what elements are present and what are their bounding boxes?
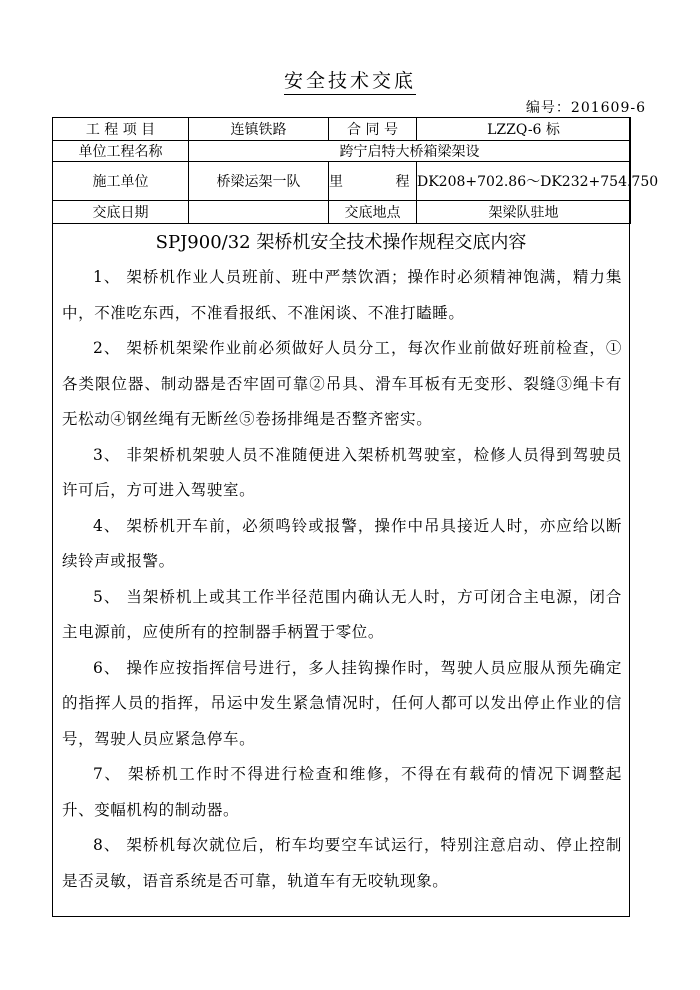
mileage-value: DK208+702.86～DK232+754.750 — [417, 162, 631, 201]
unit-project-label: 单位工程名称 — [53, 141, 189, 162]
info-row-unit-project — [53, 141, 631, 162]
content-title: SPJ900/32 架桥机安全技术操作规程交底内容 — [155, 232, 527, 253]
info-row-project — [53, 118, 631, 141]
contract-label: 合 同 号 — [329, 118, 417, 141]
info-row-date — [53, 201, 631, 224]
location-label: 交底地点 — [329, 201, 417, 224]
date-value — [189, 201, 329, 224]
document-title — [0, 66, 700, 93]
paragraph-6: 6、 操作应按指挥信号进行，多人挂钩操作时，驾驶人员应服从预先确定的指挥人员的指挥，吊运中发生紧急情况时，任何人都可以发出停止作业的信号，驾驶人员应紧急停车。 — [62, 658, 622, 748]
date-label: 交底日期 — [53, 201, 189, 224]
paragraph-1: 1、 架桥机作业人员班前、班中严禁饮酒；操作时必须精神饱满，精力集中，不准吃东西，不准看报纸、不准闲谈、不准打瞌睡。 — [62, 268, 622, 322]
location-value: 架梁队驻地 — [417, 201, 631, 224]
paragraph-7: 7、 架桥机工作时不得进行检查和维修，不得在有载荷的情况下调整起升、变幅机构的制动器。 — [62, 765, 622, 819]
construction-unit-value: 桥梁运架一队 — [189, 162, 329, 201]
document-title-text: 安全技术交底 — [284, 70, 416, 95]
info-table — [52, 117, 659, 224]
project-value: 连镇铁路 — [189, 118, 329, 141]
contract-value: LZZQ-6 标 — [417, 118, 631, 141]
content-body — [62, 260, 622, 899]
paragraph-5: 5、 当架桥机上或其工作半径范围内确认无人时，方可闭合主电源，闭合主电源前，应使所有的控制器手柄置于零位。 — [62, 587, 622, 641]
mileage-label: 里 程 — [329, 162, 417, 201]
paragraph-4: 4、 架桥机开车前，必须鸣铃或报警，操作中吊具接近人时，亦应给以断续铃声或报警。 — [62, 516, 622, 570]
document-number: 编号：201609-6 — [525, 100, 646, 116]
construction-unit-label: 施工单位 — [53, 162, 189, 201]
paragraph-3: 3、 非架桥机架驶人员不准随便进入架桥机驾驶室，检修人员得到驾驶员许可后，方可进入驾驶室。 — [62, 445, 622, 499]
paragraph-8: 8、 架桥机每次就位后，桁车均要空车试运行，特别注意启动、停止控制是否灵敏，语音系统是否可靠，轨道车有无咬轨现象。 — [62, 836, 622, 890]
project-label: 工 程 项 目 — [53, 118, 189, 141]
paragraph-2: 2、 架桥机架梁作业前必须做好人员分工，每次作业前做好班前检查，①各类限位器、制动器是否牢固可靠②吊具、滑车耳板有无变形、裂缝③绳卡有无松动④钢丝绳有无断丝⑤卷扬排绳是否整齐密实。 — [62, 339, 622, 428]
info-row-construction — [53, 162, 631, 201]
unit-project-value: 跨宁启特大桥箱梁架设 — [189, 141, 631, 162]
